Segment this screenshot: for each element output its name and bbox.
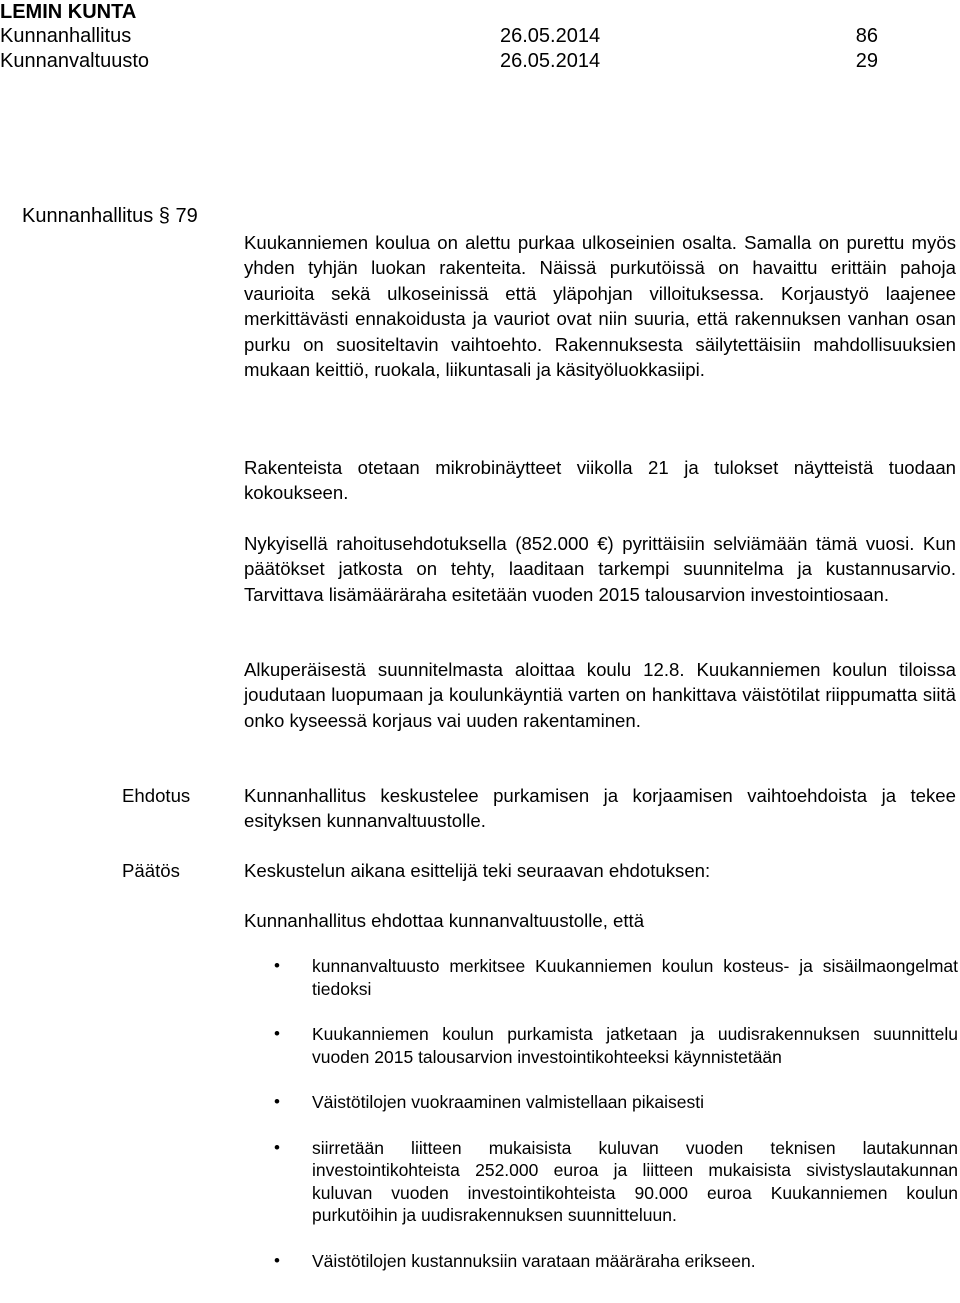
bullet-icon: • xyxy=(274,1092,280,1111)
list-item-text: Väistötilojen vuokraaminen valmistellaan pikaisesti xyxy=(312,1092,704,1112)
list-item-text: siirretään liitteen mukaisista kuluvan vuoden teknisen lautakunnan investointikohteista 252.000 euroa ja liitteen mukaisista sivistyslautakunnan kuluvan vuoden investointikohteista 90.000 euroa Kuukanniemen koulun purkutöihin ja uudisrakennuksen suunnitteluun. xyxy=(312,1137,958,1225)
proposal-label: Ehdotus xyxy=(122,785,191,806)
body-paragraph: Rakenteista otetaan mikrobinäytteet viikolla 21 ja tulokset näytteistä tuodaan kokoukseen. xyxy=(244,457,956,504)
list-item xyxy=(270,1091,958,1114)
decision-list xyxy=(270,955,960,1295)
header-date: 26.05.2014 xyxy=(500,50,601,72)
list-item xyxy=(270,1250,958,1273)
list-item-text: kunnanvaltuusto merkitsee Kuukanniemen koulun kosteus- ja sisäilmaongelmat tiedoksi xyxy=(312,956,958,999)
list-item xyxy=(270,1137,958,1227)
section-reference: Kunnanhallitus § 79 xyxy=(22,205,198,227)
bullet-icon: • xyxy=(274,1024,280,1043)
header-body-name: Kunnanhallitus xyxy=(0,25,132,47)
bullet-icon: • xyxy=(274,956,280,975)
header-body-name: Kunnanvaltuusto xyxy=(0,50,150,72)
decision-text: Keskustelun aikana esittelijä teki seuraavan ehdotuksen: xyxy=(244,860,711,881)
decision-intro: Kunnanhallitus ehdottaa kunnanvaltuustolle, että xyxy=(244,910,645,931)
header-page-number: 29 xyxy=(855,50,878,72)
list-item xyxy=(270,955,958,1000)
list-item xyxy=(270,1023,958,1068)
decision-label: Päätös xyxy=(122,860,180,881)
organization-name: LEMIN KUNTA xyxy=(0,1,137,23)
proposal-text: Kunnanhallitus keskustelee purkamisen ja korjaamisen vaihtoehdoista ja tekee esityksen kunnanvaltuustolle. xyxy=(244,785,956,832)
list-item-text: Kuukanniemen koulun purkamista jatketaan ja uudisrakennuksen suunnittelu vuoden 2015 talousarvion investointikohteeksi käynnistetään xyxy=(312,1024,958,1067)
header-date: 26.05.2014 xyxy=(500,25,601,47)
body-paragraph: Nykyisellä rahoitusehdotuksella (852.000 €) pyrittäisiin selviämään tämä vuosi. Kun päätökset jatkosta on tehty, laaditaan tarkempi suunnitelma ja kustannusarvio. Tarvittava lisämääräraha esitetään vuoden 2015 talousarvion investointiosaan. xyxy=(244,533,956,605)
bullet-icon: • xyxy=(274,1250,280,1270)
list-item-text: Väistötilojen kustannuksiin varataan määräraha erikseen. xyxy=(312,1250,756,1271)
header-page-number: 86 xyxy=(855,25,878,47)
bullet-icon: • xyxy=(274,1137,280,1157)
body-paragraph: Kuukanniemen koulua on alettu purkaa ulkoseinien osalta. Samalla on purettu myös yhden tyhjän luokan rakenteita. Näissä purkutöissä on havaittu erittäin pahoja vaurioita sekä ulkoseinissä että yläpohjan villoituksessa. Korjaustyö laajenee merkittävästi ennakoidusta ja vauriot ovat niin suuria, että rakennuksen vanhan osan purku on suositeltavin vaihtoehto. Rakennuksesta säilytettäisiin mahdollisuuksien mukaan keittiö, ruokala, liikuntasali ja käsityöluokkasiipi. xyxy=(244,232,956,381)
body-paragraph: Alkuperäisestä suunnitelmasta aloittaa koulu 12.8. Kuukanniemen koulun tiloissa joudutaan luopumaan ja koulunkäyntiä varten on hankittava väistötilat riippumatta siitä onko kyseessä korjaus vai uuden rakentaminen. xyxy=(244,659,956,731)
